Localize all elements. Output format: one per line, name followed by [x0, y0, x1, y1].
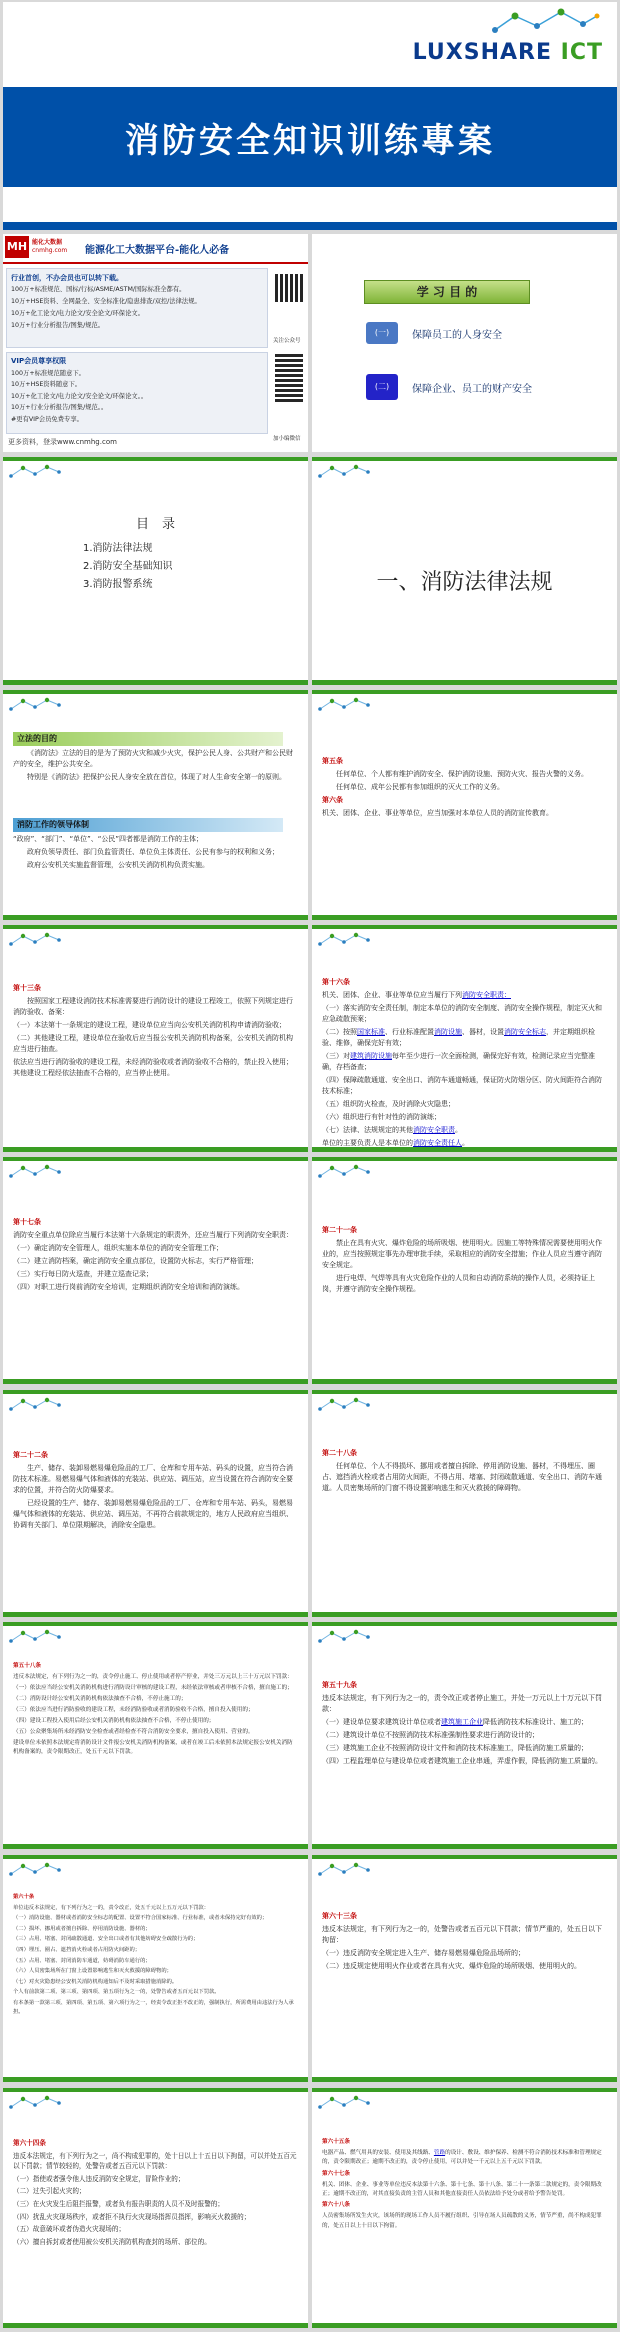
toc-item[interactable]: 1.消防法律法规 [83, 543, 153, 554]
box2-line: 10万+行业分析报告/图集/规范。。 [11, 404, 108, 412]
header-bar [312, 1390, 617, 1394]
article-60-slide [3, 1855, 308, 2082]
network-dots-icon [7, 1627, 63, 1647]
text: 每年至少进行一次全面检测，确保完好有效，检测记录应当完整准确，存档备查； [322, 1052, 595, 1071]
footer-bar [3, 1844, 308, 1849]
network-dots-icon [316, 462, 372, 482]
purpose-title: 学 习 目 的 [364, 280, 530, 304]
article-label: 第二十一条 [322, 1226, 357, 1234]
brand-name: LUXSHARE [412, 40, 552, 65]
header-bar [3, 457, 308, 461]
text: 、器材，设置 [462, 1028, 504, 1036]
box2-line: 10万+化工论文/电力论文/安全论文/环保论文。。 [11, 392, 148, 400]
toc-slide [3, 457, 308, 685]
link-duties[interactable]: 消防安全职责： [462, 991, 511, 999]
para: 违反本法规定，有下列行为之一的，责令改正或者停止施工，并处一万元以上十万元以下罚款： [322, 1694, 602, 1713]
network-dots-icon [7, 1162, 63, 1182]
logo-sub1: 能化大数据 [32, 239, 63, 246]
ad-header [3, 234, 308, 264]
box1-title: 行业首创，不办会员也可以转下载。 [11, 274, 123, 282]
para: 已经设置的生产、储存、装卸易燃易爆危险品的工厂、仓库和专用车站、码头，易燃易爆气体和液体的充装站、供应站、调压站，不再符合前款规定的，地方人民政府应当组织、协调有关部门、单位限期解决，消除安全隐患。 [13, 1499, 293, 1529]
article-label: 第六十条 [13, 1894, 35, 1900]
para: （四）埋压、圈占、遮挡消火栓或者占用防火间距的； [13, 1946, 141, 1953]
section-title: 一、消防法律法规 [376, 570, 553, 595]
para [322, 2149, 607, 2167]
article-label: 第五十九条 [322, 1681, 357, 1689]
text: （七）法律、法规规定的其他 [322, 1126, 413, 1134]
header-bar [312, 690, 617, 694]
footer-bar [3, 1379, 308, 1384]
qr-label-1: 关注公众号 [273, 338, 301, 344]
network-dots-icon [7, 1395, 63, 1415]
para: （六）擅自拆封或者使用被公安机关消防机构查封的场所、部位的。 [13, 2237, 211, 2246]
box1-line: 10万+行业分析报告/图集/规范。 [11, 322, 105, 329]
mh-logo: MH [5, 236, 29, 258]
text: （二）按照 [322, 1028, 357, 1036]
para [322, 1717, 607, 1728]
header-bar [3, 1390, 308, 1394]
text: ，并定期组织检验、维修，确保完好有效； [322, 1028, 595, 1047]
para: 特别是《消防法》把保护公民人身安全放在首位，体现了对人生命安全第一的原则。 [27, 773, 286, 781]
para: 人员密集场所发生火灾，该场所的现场工作人员不履行组织、引导在场人员疏散的义务，情节严重，尚不构成犯罪的，处五日以上十日以下拘留。 [322, 2213, 602, 2229]
footer-bar [3, 1612, 308, 1617]
para: 违反本法规定，有下列行为之一，尚不构成犯罪的，处十日以上十五日以下拘留，可以并处五百元以下罚款；情节较轻的，处警告或者五百元以下罚款： [13, 2151, 297, 2171]
purpose-text-2: 保障企业、员工的财产安全 [412, 383, 532, 395]
network-dots-icon [7, 930, 63, 950]
text: 机关、团体、企业、事业等单位应当履行下列 [322, 991, 462, 999]
header-bar [312, 1157, 617, 1161]
ad-box2 [6, 352, 268, 434]
article-label: 第六十八条 [322, 2202, 350, 2209]
para [322, 1125, 607, 1136]
para: 违反本法规定，有下列行为之一的，责令停止施工、停止使用或者停产停业，并处三万元以上三十万元以下罚款： [13, 1674, 293, 1680]
para: 有本条第一款第三项、第四项、第五项、第六项行为之一，经责令改正拒不改正的，强制执行，所需费用由违法行为人承担。 [13, 1999, 294, 2015]
article-text [322, 1448, 607, 1496]
legislation-text-2 [13, 834, 298, 873]
para: （四）工程监理单位与建设单位或者建筑施工企业串通，弄虚作假，降低消防施工质量的。 [322, 1757, 602, 1765]
ad-slide [3, 234, 308, 452]
header-bar [3, 690, 308, 694]
para: 政府公安机关实施监督管理，公安机关消防机构负责实施。 [27, 861, 209, 869]
para: （五）占用、堵塞、封闭消防车通道，妨碍消防车通行的； [13, 1957, 151, 1964]
para: 机关、团体、企业、事业等单位，应当加强对本单位人员的消防宣传教育。 [322, 809, 553, 817]
article-text [322, 2138, 607, 2233]
link-responsible-person[interactable]: 消防安全责任人 [413, 1139, 462, 1147]
header-bar [312, 1622, 617, 1626]
text: 、行业标准配置 [385, 1028, 434, 1036]
text: 。 [462, 1139, 469, 1147]
article-label: 第六十四条 [13, 2139, 46, 2147]
article-text [13, 1450, 298, 1533]
para: “政府”、“部门”、“单位”、“公民”四者都是消防工作的主体； [13, 835, 204, 843]
para: （三）实行每日防火巡查，并建立巡查记录； [13, 1270, 153, 1278]
cover-title: 消防安全知识训练專案 [125, 120, 495, 161]
article-label: 第十七条 [13, 1218, 41, 1226]
network-dots-icon [316, 930, 372, 950]
cover-slide [3, 2, 617, 230]
footer-bar [3, 1147, 308, 1152]
purpose-slide [312, 234, 617, 452]
article-28-slide [312, 1390, 617, 1617]
legislation-text-1 [13, 748, 298, 785]
box1-line: 10万+HSE资料、全网最全、安全标准化/隐患排查/双控/法律法规。 [11, 298, 201, 305]
header-bar [312, 2088, 617, 2092]
text: 降低消防技术标准设计、施工的； [483, 1718, 588, 1726]
ad-headline: 能源化工大数据平台-能化人必备 [85, 245, 230, 256]
qr-code-2 [275, 352, 303, 402]
para: （一）落实消防安全责任制，制定本单位的消防安全制度、消防安全操作规程，制定灭火和应急疏散预案； [322, 1004, 602, 1023]
text: 的设计、敷设、维护保养、检测不符合消防技术标准和管理规定的，责令限期改正；逾期不改正的，责令停止使用，可以并处一千元以上五千元以下罚款。 [322, 2150, 602, 2166]
footer-bar [312, 1612, 617, 1617]
para: （一）本法第十一条规定的建设工程，建设单位应当向公安机关消防机构申请消防验收； [13, 1021, 286, 1029]
link-pipeline[interactable]: 管路 [433, 2150, 446, 2157]
article-text [322, 977, 607, 1151]
purpose-num-1: (一) [366, 322, 398, 344]
article-22-slide [3, 1390, 308, 1617]
box1-line: 100万+标准规范、国标/行标/ASME/ASTM/国际标准全都有。 [11, 286, 186, 293]
para: 消防安全重点单位除应当履行本法第十六条规定的职责外，还应当履行下列消防安全职责： [13, 1231, 293, 1239]
para: （四）对职工进行岗前消防安全培训，定期组织消防安全培训和消防演练。 [13, 1283, 244, 1291]
link-construction-company[interactable]: 建筑施工企业 [441, 1718, 483, 1726]
para: 《消防法》立法的目的是为了预防火灾和减少火灾，保护公民人身、公共财产和公民财产的安全，维护公共安全。 [13, 749, 293, 768]
articles-5-6-slide [312, 690, 617, 920]
para: 依法应当进行消防验收的建设工程，未经消防验收或者消防验收不合格的，禁止投入使用；其他建设工程经依法抽查不合格的，应当停止使用。 [13, 1058, 293, 1077]
article-text [13, 2138, 298, 2249]
article-label: 第五条 [322, 757, 343, 765]
qr-label-2: 加小编微信 [273, 436, 301, 442]
para: （一）依法应当经公安机关消防机构进行消防设计审核的建设工程，未经依法审核或者审核不合格，擅自施工的； [13, 1685, 293, 1691]
toc-item[interactable]: 2.消防安全基础知识 [83, 561, 173, 572]
cover-bottom-bar [3, 222, 617, 230]
para: 个人有前款第二项、第三项、第四项、第五项行为之一的，处警告或者五百元以下罚款。 [13, 1989, 220, 1996]
text: 单位的主要负责人是本单位的 [322, 1139, 413, 1147]
article-label: 第六十三条 [322, 1912, 357, 1920]
para: 单位违反本法规定，有下列行为之一的，责令改正，处五千元以上五万元以下罚款： [13, 1904, 209, 1911]
para: 进行电焊、气焊等具有火灾危险作业的人员和自动消防系统的操作人员，必须持证上岗，并遵守消防安全操作规程。 [322, 1274, 595, 1293]
network-dots-icon [316, 1395, 372, 1415]
para: （五）公众聚集场所未经消防安全检查或者经检查不符合消防安全要求，擅自投入使用、营业的。 [13, 1729, 254, 1735]
para: 任何单位、个人都有维护消防安全、保护消防设施、预防火灾、报告火警的义务。 [336, 770, 588, 778]
footer-bar [312, 1147, 617, 1152]
section-bar-purpose: 立法的目的 [13, 732, 283, 746]
network-dots-icon [316, 1162, 372, 1182]
box2-extra: #更有VIP会员免费专享。 [11, 415, 83, 423]
para: （一）违反消防安全规定进入生产、储存易燃易爆危险品场所的； [322, 1949, 525, 1957]
section-slide [312, 457, 617, 685]
article-text [322, 1225, 607, 1297]
para: （一）消防设施、器材或者消防安全标志的配置、设置不符合国家标准、行业标准，或者未保持完好有效的； [13, 1915, 268, 1922]
toc-item[interactable]: 3.消防报警系统 [83, 579, 153, 590]
article-63-slide [312, 1855, 617, 2082]
article-text [13, 1662, 298, 1759]
text: （一）建设单位要求建筑设计单位或者 [322, 1718, 441, 1726]
link-national-standard[interactable]: 国家标准 [357, 1028, 385, 1036]
header-bar [312, 1855, 617, 1859]
para: 禁止在具有火灾、爆炸危险的场所吸烟、使用明火。因施工等特殊情况需要使用明火作业的，应当按照规定事先办理审批手续，采取相应的消防安全措施；作业人员应当遵守消防安全规定。 [322, 1239, 602, 1269]
article-label: 第十三条 [13, 984, 41, 992]
article-text [322, 1911, 607, 1974]
footer-bar [312, 680, 617, 685]
network-dots-icon [316, 1627, 372, 1647]
purpose-item-1 [366, 322, 502, 344]
header-bar [3, 925, 308, 929]
para: 建设单位未依照本法规定将消防设计文件报公安机关消防机构备案，或者在竣工后未依照本法规定报公安机关消防机构备案的，责令限期改正，处五千元以下罚款。 [13, 1740, 293, 1755]
network-dots-icon [316, 1860, 372, 1880]
network-dots-icon [7, 1860, 63, 1880]
section-bar-leadership: 消防工作的领导体制 [13, 818, 283, 832]
luxshare-logo [413, 40, 603, 65]
para: （五）组织防火检查，及时消除火灾隐患； [322, 1100, 455, 1108]
network-dots-icon [316, 2093, 372, 2113]
text: （三）对 [322, 1052, 350, 1060]
article-text [322, 756, 607, 821]
article-text [13, 1217, 298, 1295]
footer-bar [312, 1844, 617, 1849]
box2-line: 100万+标准规范随意下。 [11, 369, 85, 377]
article-58-slide [3, 1622, 308, 1849]
para: 违反本法规定，有下列行为之一的，处警告或者五百元以下罚款；情节严重的，处五日以下拘留： [322, 1925, 602, 1944]
network-dots-icon [316, 695, 372, 715]
header-bar [3, 1855, 308, 1859]
article-64-slide [3, 2088, 308, 2328]
header-bar [312, 925, 617, 929]
text: 。 [455, 1126, 462, 1134]
header-bar [3, 1157, 308, 1161]
footer-bar [312, 1379, 617, 1384]
header-bar [3, 1622, 308, 1626]
article-text [322, 1680, 607, 1769]
link-fire-facilities[interactable]: 消防设施 [434, 1028, 462, 1036]
para: 机关、团体、企业、事业等单位违反本法第十六条、第十七条、第十八条、第二十一条第二款规定的，责令限期改正；逾期不改正的，对其直接负责的主管人员和其他直接责任人员依法给予处分或者给予警告处罚。 [322, 2181, 602, 2198]
article-label: 第五十八条 [13, 1663, 41, 1669]
footer-bar [312, 915, 617, 920]
para: （二）过失引起火灾的； [13, 2187, 86, 2196]
link-duties-2[interactable]: 消防安全职责 [413, 1126, 455, 1134]
para: 按照国家工程建设消防技术标准需要进行消防设计的建设工程竣工，依照下列规定进行消防验收、备案： [13, 997, 293, 1016]
cover-title-band [3, 87, 617, 187]
article-label: 第六十五条 [322, 2139, 350, 2145]
para [322, 1051, 607, 1073]
network-dots-icon [7, 462, 63, 482]
footer-bar [3, 915, 308, 920]
ad-more-link[interactable]: 更多资料，登录www.cnmhg.com [8, 438, 117, 446]
article-label: 第六十七条 [322, 2170, 350, 2177]
para: （二）违反规定使用明火作业或者在具有火灾、爆炸危险的场所吸烟、使用明火的。 [322, 1962, 581, 1970]
article-text [13, 1893, 298, 2018]
para: （六）组织进行有针对性的消防演练； [322, 1113, 441, 1121]
footer-bar [3, 680, 308, 685]
footer-bar [3, 2323, 308, 2328]
logo-sub2: cnmhg.com [32, 247, 68, 254]
article-13-slide [3, 925, 308, 1152]
article-label: 第六条 [322, 796, 343, 804]
header-bar [3, 2088, 308, 2092]
article-59-slide [312, 1622, 617, 1849]
para: （二）建立消防档案，确定消防安全重点部位，设置防火标志，实行严格管理； [13, 1257, 258, 1265]
para: 任何单位、成年公民都有参加组织的灭火工作的义务。 [336, 783, 504, 791]
header-bar [312, 457, 617, 461]
para [322, 990, 607, 1001]
toc-title: 目 录 [135, 517, 175, 532]
qr-code-1 [275, 274, 303, 302]
text: 电器产品、燃气用具的安装、使用及其线路、 [322, 2150, 434, 2157]
network-dots-icon [7, 2093, 63, 2113]
para: （六）人员密集场所在门窗上设置影响逃生和灭火救援的障碍物的； [13, 1968, 172, 1975]
article-text [13, 983, 298, 1081]
para: （三）占用、堵塞、封闭疏散通道、安全出口或者有其他妨碍安全疏散行为的； [13, 1936, 199, 1943]
network-logo-graphic [491, 6, 601, 40]
footer-bar [312, 2077, 617, 2082]
articles-65-68-slide [312, 2088, 617, 2328]
para: （三）依法应当进行消防验收的建设工程，未经消防验收或者消防验收不合格，擅自投入使用的； [13, 1707, 254, 1713]
box2-title: VIP会员尊享权限 [11, 357, 67, 365]
para: （七）对火灾隐患经公安机关消防机构通知后不及时采取措施消除的。 [13, 1978, 178, 1985]
article-16-slide [312, 925, 617, 1152]
para: （四）保障疏散通道、安全出口、消防车通道畅通，保证防火防烟分区、防火间距符合消防技术标准； [322, 1076, 602, 1095]
ad-box1 [6, 268, 268, 348]
article-label: 第十六条 [322, 978, 350, 986]
box2-line: 10万+HSE资料随意下。 [11, 381, 82, 389]
brand-suffix: ICT [560, 40, 603, 65]
para: （五）故意破坏或者伪造火灾现场的； [13, 2225, 126, 2234]
footer-bar [3, 2077, 308, 2082]
article-label: 第二十二条 [13, 1451, 48, 1459]
purpose-num-2: (二) [366, 374, 398, 400]
article-17-slide [3, 1157, 308, 1384]
box1-line: 10万+化工论文/电力论文/安全论文/环保论文。 [11, 310, 144, 317]
para: 任何单位、个人不得损坏、挪用或者擅自拆除、停用消防设施、器材，不得埋压、圈占、遮挡消火栓或者占用防火间距，不得占用、堵塞、封闭疏散通道、安全出口、消防车通道。人员密集场所的门窗不得设置影响逃生和灭火救援的障碍物。 [322, 1462, 602, 1492]
link-building-facilities[interactable]: 建筑消防设施 [350, 1052, 392, 1060]
para [322, 1027, 607, 1049]
article-label: 第二十八条 [322, 1449, 357, 1457]
footer-bar [312, 2323, 617, 2328]
para: （二）建筑设计单位不按照消防技术标准强制性要求进行消防设计的； [322, 1731, 539, 1739]
para: （二）其他建设工程，建设单位在验收后应当报公安机关消防机构备案，公安机关消防机构应当进行抽查。 [13, 1034, 293, 1053]
para: （一）确定消防安全管理人，组织实施本单位的消防安全管理工作； [13, 1244, 223, 1252]
para: （三）建筑施工企业不按照消防设计文件和消防技术标准施工，降低消防施工质量的； [322, 1744, 588, 1752]
article-21-slide [312, 1157, 617, 1384]
para: （二）损坏、挪用或者擅自拆除、停用消防设施、器材的； [13, 1925, 151, 1932]
network-dots-icon [7, 695, 63, 715]
para: （四）扰乱火灾现场秩序，或者拒不执行火灾现场指挥员指挥，影响灭火救援的； [13, 2212, 251, 2221]
para: （三）在火灾发生后阻拦报警，或者负有报告职责的人员不及时报警的； [13, 2199, 224, 2208]
purpose-item-2 [366, 374, 532, 400]
legislation-slide [3, 690, 308, 920]
para: （一）指使或者强令他人违反消防安全规定，冒险作业的； [13, 2174, 185, 2183]
purpose-text-1: 保障员工的人身安全 [412, 329, 502, 341]
para: （四）建设工程投入使用后经公安机关消防机构依法抽查不合格，不停止使用的； [13, 1718, 215, 1724]
para: 生产、储存、装卸易燃易爆危险品的工厂、仓库和专用车站、码头的设置，应当符合消防技术标准。易燃易爆气体和液体的充装站、供应站、调压站，应当设置在符合消防安全要求的位置，并符合防火防爆要求。 [13, 1464, 293, 1494]
para: （二）消防设计经公安机关消防机构依法抽查不合格，不停止施工的； [13, 1696, 187, 1702]
link-safety-signs[interactable]: 消防安全标志 [504, 1028, 546, 1036]
para: 政府负领导责任、部门负监管责任、单位负主体责任、公民有参与的权利和义务； [27, 848, 279, 856]
